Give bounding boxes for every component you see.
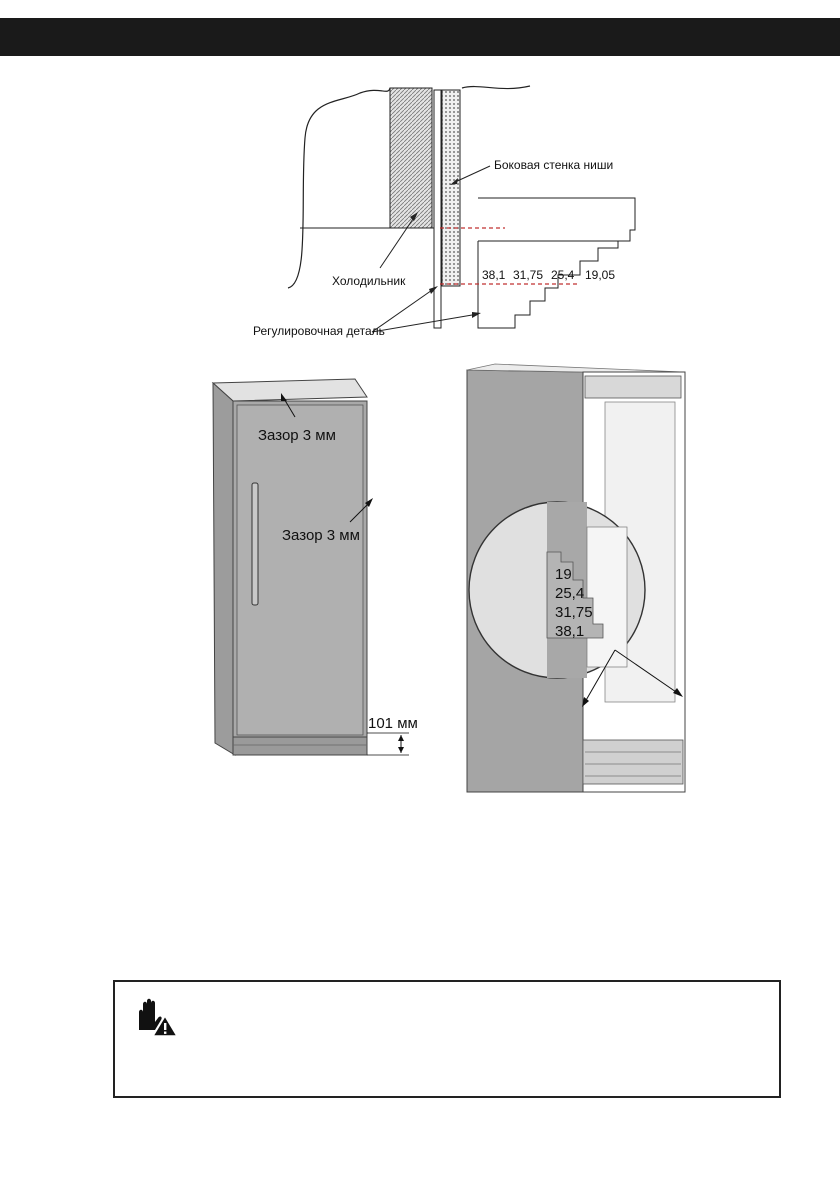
label-fridge: Холодильник [332,274,406,288]
hinge-step-value: 31,75 [555,604,593,621]
niche-installation-diagram [280,78,640,346]
step-value: 19,05 [585,268,616,282]
hand-warning-icon [133,996,177,1036]
bottom-height-label: 101 мм [368,715,418,732]
hinge-step-value: 19 [555,566,572,583]
niche-wall [442,90,460,286]
step-value: 25,4 [551,268,575,282]
warning-box [113,980,781,1098]
label-niche-wall: Боковая стенка ниши [494,158,614,172]
door-handle [252,483,258,605]
hinge-step-value: 38,1 [555,623,585,640]
step-value: 31,75 [513,268,544,282]
gap-side-label: Зазор 3 мм [282,527,360,544]
fridge-hinge-detail-diagram [465,362,695,800]
gap-top-label: Зазор 3 мм [258,427,336,444]
hinge-step-value: 25,4 [555,585,585,602]
adjuster-part [434,90,441,328]
page-header-bar [0,18,840,56]
fridge-block [390,88,432,228]
step-value: 38,1 [482,268,506,282]
label-adjuster: Регулировочная деталь [253,324,385,338]
